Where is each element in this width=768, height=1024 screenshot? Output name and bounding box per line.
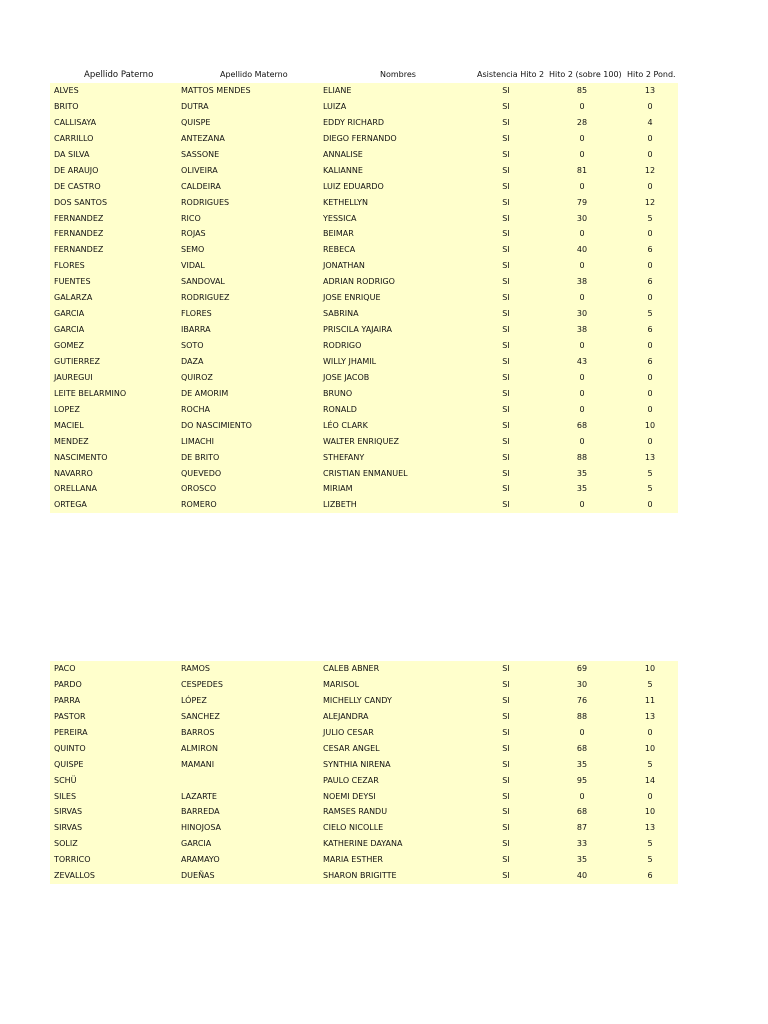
nombres-cell: MARIA ESTHER bbox=[323, 855, 383, 865]
apellido-materno-cell: ROCHA bbox=[181, 404, 210, 414]
apellido-paterno-cell: ORTEGA bbox=[54, 500, 87, 510]
asistencia-cell: SI bbox=[502, 277, 510, 287]
nombres-cell: LUIZA bbox=[323, 101, 347, 111]
table-block-2 bbox=[50, 661, 678, 884]
table-row bbox=[50, 195, 678, 211]
apellido-paterno-cell: BRITO bbox=[54, 101, 79, 111]
hito2-score-cell: 0 bbox=[579, 133, 585, 143]
apellido-paterno-cell: CALLISAYA bbox=[54, 117, 97, 127]
apellido-materno-cell: IBARRA bbox=[181, 325, 211, 335]
table-row bbox=[50, 481, 678, 497]
table-row bbox=[50, 306, 678, 322]
hito2-pond-cell: 0 bbox=[647, 341, 653, 350]
apellido-paterno-cell: FERNANDEZ bbox=[54, 213, 104, 223]
hito2-score-cell: 0 bbox=[579, 341, 585, 350]
table-row bbox=[50, 466, 678, 482]
table-row bbox=[50, 131, 678, 147]
apellido-materno-cell: ROJAS bbox=[181, 229, 206, 239]
hito2-score-cell: 35 bbox=[576, 759, 588, 769]
nombres-cell: EDDY RICHARD bbox=[323, 117, 385, 127]
header-asistencia: Asistencia Hito 2 bbox=[477, 70, 545, 79]
nombres-cell: RAMSES RANDU bbox=[323, 807, 388, 817]
hito2-score-cell: 88 bbox=[576, 452, 588, 462]
table-row bbox=[50, 804, 678, 820]
apellido-paterno-cell: FERNANDEZ bbox=[54, 245, 104, 255]
apellido-paterno-cell: LOPEZ bbox=[54, 404, 80, 414]
apellido-materno-cell: ARAMAYO bbox=[181, 855, 220, 865]
asistencia-cell: SI bbox=[502, 356, 510, 366]
table-row bbox=[50, 274, 678, 290]
table-row bbox=[50, 402, 678, 418]
hito2-pond-cell: 0 bbox=[647, 388, 653, 398]
asistencia-cell: SI bbox=[502, 261, 510, 271]
apellido-materno-cell: RODRIGUEZ bbox=[181, 293, 230, 303]
asistencia-cell: SI bbox=[502, 181, 510, 191]
nombres-cell: SABRINA bbox=[323, 309, 359, 319]
asistencia-cell: SI bbox=[502, 664, 510, 673]
hito2-score-cell: 35 bbox=[576, 484, 588, 494]
apellido-materno-cell: LIMACHI bbox=[181, 436, 215, 446]
nombres-cell: CALEB ABNER bbox=[323, 664, 380, 673]
hito2-pond-cell: 11 bbox=[644, 695, 656, 705]
table-row bbox=[50, 242, 678, 258]
hito2-score-cell: 0 bbox=[579, 101, 585, 111]
apellido-paterno-cell: TORRICO bbox=[54, 855, 91, 865]
hito2-score-cell: 38 bbox=[576, 325, 588, 335]
hito2-score-cell: 0 bbox=[579, 791, 585, 801]
hito2-pond-cell: 0 bbox=[647, 133, 653, 143]
nombres-cell: JOSE JACOB bbox=[323, 372, 370, 382]
apellido-materno-cell: LAZARTE bbox=[181, 791, 217, 801]
apellido-materno-cell: DE BRITO bbox=[181, 452, 220, 462]
table-row bbox=[50, 741, 678, 757]
asistencia-cell: SI bbox=[502, 309, 510, 319]
hito2-score-cell: 0 bbox=[579, 727, 585, 737]
table-row bbox=[50, 677, 678, 693]
table-row bbox=[50, 370, 678, 386]
hito2-pond-cell: 0 bbox=[647, 181, 653, 191]
nombres-cell: MIRIAM bbox=[323, 484, 353, 494]
apellido-materno-cell: SANDOVAL bbox=[181, 277, 225, 287]
hito2-score-cell: 33 bbox=[576, 839, 588, 849]
hito2-score-cell: 40 bbox=[576, 871, 588, 881]
hito2-pond-cell: 0 bbox=[647, 791, 653, 801]
asistencia-cell: SI bbox=[502, 245, 510, 255]
apellido-paterno-cell: PARRA bbox=[54, 695, 81, 705]
nombres-cell: KATHERINE DAYANA bbox=[323, 839, 403, 849]
hito2-score-cell: 28 bbox=[576, 117, 588, 127]
hito2-score-cell: 0 bbox=[579, 388, 585, 398]
apellido-paterno-cell: QUINTO bbox=[54, 743, 86, 753]
apellido-paterno-cell: SIRVAS bbox=[54, 807, 83, 817]
asistencia-cell: SI bbox=[502, 839, 510, 849]
apellido-paterno-cell: FUENTES bbox=[54, 277, 91, 287]
nombres-cell: BEIMAR bbox=[323, 229, 354, 239]
hito2-score-cell: 0 bbox=[579, 293, 585, 303]
hito2-score-cell: 88 bbox=[576, 711, 588, 721]
apellido-paterno-cell: GARCIA bbox=[54, 309, 85, 319]
nombres-cell: MICHELLY CANDY bbox=[323, 695, 392, 705]
hito2-pond-cell: 0 bbox=[647, 229, 653, 239]
hito2-pond-cell: 0 bbox=[647, 404, 653, 414]
apellido-paterno-cell: ORELLANA bbox=[54, 484, 97, 494]
asistencia-cell: SI bbox=[502, 468, 510, 478]
nombres-cell: LÉO CLARK bbox=[323, 420, 368, 430]
hito2-pond-cell: 13 bbox=[644, 711, 656, 721]
asistencia-cell: SI bbox=[502, 823, 510, 833]
hito2-score-cell: 0 bbox=[579, 372, 585, 382]
asistencia-cell: SI bbox=[502, 807, 510, 817]
asistencia-cell: SI bbox=[502, 86, 510, 95]
hito2-pond-cell: 10 bbox=[644, 807, 656, 817]
hito2-score-cell: 81 bbox=[576, 165, 588, 175]
hito2-pond-cell: 0 bbox=[647, 149, 653, 159]
asistencia-cell: SI bbox=[502, 759, 510, 769]
hito2-pond-cell: 5 bbox=[647, 213, 653, 223]
apellido-paterno-cell: PEREIRA bbox=[54, 727, 88, 737]
apellido-materno-cell: DO NASCIMIENTO bbox=[181, 420, 252, 430]
apellido-materno-cell: VIDAL bbox=[181, 261, 205, 271]
hito2-pond-cell: 10 bbox=[644, 743, 656, 753]
apellido-materno-cell: QUEVEDO bbox=[181, 468, 222, 478]
hito2-score-cell: 30 bbox=[576, 309, 588, 319]
hito2-score-cell: 38 bbox=[576, 277, 588, 287]
hito2-score-cell: 0 bbox=[579, 436, 585, 446]
hito2-pond-cell: 5 bbox=[647, 484, 653, 494]
apellido-paterno-cell: FLORES bbox=[54, 261, 85, 271]
apellido-materno-cell: QUIROZ bbox=[181, 372, 213, 382]
hito2-pond-cell: 5 bbox=[647, 855, 653, 865]
apellido-paterno-cell: CARRILLO bbox=[54, 133, 94, 143]
nombres-cell: PRISCILA YAJAIRA bbox=[323, 325, 392, 335]
asistencia-cell: SI bbox=[502, 117, 510, 127]
apellido-materno-cell: MATTOS MENDES bbox=[181, 86, 251, 95]
asistencia-cell: SI bbox=[502, 727, 510, 737]
nombres-cell: REBECA bbox=[323, 245, 356, 255]
apellido-paterno-cell: SIRVAS bbox=[54, 823, 83, 833]
hito2-pond-cell: 6 bbox=[647, 356, 653, 366]
nombres-cell: ALEJANDRA bbox=[323, 711, 369, 721]
asistencia-cell: SI bbox=[502, 420, 510, 430]
hito2-pond-cell: 6 bbox=[647, 277, 653, 287]
nombres-cell: RONALD bbox=[323, 404, 357, 414]
table-row bbox=[50, 757, 678, 773]
nombres-cell: KETHELLYN bbox=[323, 197, 368, 207]
apellido-materno-cell: SASSONE bbox=[181, 149, 220, 159]
hito2-score-cell: 68 bbox=[576, 743, 588, 753]
apellido-materno-cell: HINOJOSA bbox=[181, 823, 222, 833]
apellido-materno-cell: RICO bbox=[181, 213, 201, 223]
apellido-materno-cell: SANCHEZ bbox=[181, 711, 220, 721]
nombres-cell: SYNTHIA NIRENA bbox=[323, 759, 391, 769]
header-apellido-paterno: Apellido Paterno bbox=[84, 70, 154, 80]
apellido-materno-cell: BARREDA bbox=[181, 807, 220, 817]
nombres-cell: KALIANNE bbox=[323, 165, 363, 175]
apellido-paterno-cell: SCHÜ bbox=[54, 775, 77, 785]
asistencia-cell: SI bbox=[502, 871, 510, 881]
hito2-score-cell: 35 bbox=[576, 468, 588, 478]
nombres-cell: NOEMI DEYSI bbox=[323, 791, 376, 801]
nombres-cell: JULIO CESAR bbox=[323, 727, 374, 737]
apellido-materno-cell: MAMANI bbox=[181, 759, 215, 769]
asistencia-cell: SI bbox=[502, 855, 510, 865]
apellido-paterno-cell: GUTIERREZ bbox=[54, 356, 101, 366]
hito2-pond-cell: 0 bbox=[647, 101, 653, 111]
nombres-cell: LUIZ EDUARDO bbox=[323, 181, 384, 191]
table-row bbox=[50, 115, 678, 131]
hito2-pond-cell: 13 bbox=[644, 823, 656, 833]
apellido-materno-cell: ALMIRON bbox=[181, 743, 219, 753]
apellido-paterno-cell: DA SILVA bbox=[54, 149, 90, 159]
apellido-materno-cell: LÓPEZ bbox=[181, 695, 207, 705]
asistencia-cell: SI bbox=[502, 404, 510, 414]
hito2-pond-cell: 13 bbox=[644, 86, 656, 95]
hito2-pond-cell: 0 bbox=[647, 500, 653, 510]
table-block-1 bbox=[50, 83, 678, 513]
nombres-cell: RODRIGO bbox=[323, 341, 362, 350]
table-row bbox=[50, 386, 678, 402]
table-row bbox=[50, 226, 678, 242]
hito2-score-cell: 0 bbox=[579, 149, 585, 159]
apellido-paterno-cell: ALVES bbox=[54, 86, 79, 95]
table-header bbox=[50, 67, 678, 83]
nombres-cell: CRISTIAN ENMANUEL bbox=[323, 468, 408, 478]
hito2-score-cell: 68 bbox=[576, 807, 588, 817]
table-row bbox=[50, 338, 678, 354]
asistencia-cell: SI bbox=[502, 133, 510, 143]
asistencia-cell: SI bbox=[502, 372, 510, 382]
hito2-pond-cell: 0 bbox=[647, 436, 653, 446]
nombres-cell: BRUNO bbox=[323, 388, 353, 398]
nombres-cell: JOSE ENRIQUE bbox=[323, 293, 381, 303]
nombres-cell: SHARON BRIGITTE bbox=[323, 871, 397, 881]
nombres-cell: WILLY JHAMIL bbox=[323, 356, 377, 366]
apellido-paterno-cell: PARDO bbox=[54, 679, 82, 689]
apellido-paterno-cell: SILES bbox=[54, 791, 77, 801]
nombres-cell: DIEGO FERNANDO bbox=[323, 133, 397, 143]
hito2-pond-cell: 6 bbox=[647, 871, 653, 881]
hito2-pond-cell: 6 bbox=[647, 325, 653, 335]
apellido-materno-cell: OROSCO bbox=[181, 484, 217, 494]
hito2-pond-cell: 12 bbox=[644, 197, 656, 207]
table-row bbox=[50, 290, 678, 306]
apellido-paterno-cell: PACO bbox=[54, 664, 76, 673]
asistencia-cell: SI bbox=[502, 775, 510, 785]
apellido-materno-cell: DAZA bbox=[181, 356, 204, 366]
table-row bbox=[50, 836, 678, 852]
header-hito2-pond: Hito 2 Pond. bbox=[627, 70, 676, 79]
hito2-pond-cell: 4 bbox=[647, 117, 653, 127]
apellido-materno-cell: BARROS bbox=[181, 727, 215, 737]
hito2-score-cell: 30 bbox=[576, 679, 588, 689]
nombres-cell: JONATHAN bbox=[323, 261, 365, 271]
table-row bbox=[50, 450, 678, 466]
hito2-score-cell: 85 bbox=[576, 86, 588, 95]
hito2-score-cell: 69 bbox=[576, 664, 588, 673]
table-row bbox=[50, 83, 678, 99]
apellido-paterno-cell: DE ARAUJO bbox=[54, 165, 99, 175]
hito2-pond-cell: 14 bbox=[644, 775, 656, 785]
hito2-pond-cell: 10 bbox=[644, 420, 656, 430]
table-row bbox=[50, 773, 678, 789]
hito2-score-cell: 95 bbox=[576, 775, 588, 785]
asistencia-cell: SI bbox=[502, 149, 510, 159]
hito2-score-cell: 79 bbox=[576, 197, 588, 207]
table-row bbox=[50, 661, 678, 677]
table-row bbox=[50, 725, 678, 741]
hito2-pond-cell: 0 bbox=[647, 727, 653, 737]
table-row bbox=[50, 868, 678, 884]
apellido-materno-cell: GARCIA bbox=[181, 839, 212, 849]
hito2-pond-cell: 0 bbox=[647, 261, 653, 271]
asistencia-cell: SI bbox=[502, 325, 510, 335]
hito2-pond-cell: 0 bbox=[647, 293, 653, 303]
apellido-materno-cell: DE AMORIM bbox=[181, 388, 229, 398]
hito2-pond-cell: 5 bbox=[647, 839, 653, 849]
nombres-cell: ELIANE bbox=[323, 86, 352, 95]
table-row bbox=[50, 147, 678, 163]
hito2-score-cell: 87 bbox=[576, 823, 588, 833]
hito2-score-cell: 30 bbox=[576, 213, 588, 223]
apellido-paterno-cell: MACIEL bbox=[54, 420, 84, 430]
table-row bbox=[50, 354, 678, 370]
table-row bbox=[50, 211, 678, 227]
asistencia-cell: SI bbox=[502, 293, 510, 303]
asistencia-cell: SI bbox=[502, 695, 510, 705]
hito2-pond-cell: 5 bbox=[647, 759, 653, 769]
apellido-materno-cell: CALDEIRA bbox=[181, 181, 221, 191]
apellido-materno-cell: DUTRA bbox=[181, 101, 209, 111]
apellido-paterno-cell: QUISPE bbox=[54, 759, 84, 769]
nombres-cell: CIELO NICOLLE bbox=[323, 823, 384, 833]
table-row bbox=[50, 693, 678, 709]
hito2-score-cell: 0 bbox=[579, 229, 585, 239]
apellido-paterno-cell: NASCIMENTO bbox=[54, 452, 108, 462]
apellido-paterno-cell: LEITE BELARMINO bbox=[54, 388, 127, 398]
table-row bbox=[50, 852, 678, 868]
table-row bbox=[50, 820, 678, 836]
table-row bbox=[50, 418, 678, 434]
hito2-pond-cell: 10 bbox=[644, 664, 656, 673]
hito2-pond-cell: 5 bbox=[647, 468, 653, 478]
apellido-paterno-cell: GOMEZ bbox=[54, 341, 84, 350]
apellido-paterno-cell: JAUREGUI bbox=[54, 372, 93, 382]
asistencia-cell: SI bbox=[502, 229, 510, 239]
asistencia-cell: SI bbox=[502, 213, 510, 223]
asistencia-cell: SI bbox=[502, 500, 510, 510]
hito2-score-cell: 0 bbox=[579, 181, 585, 191]
apellido-materno-cell: OLIVEIRA bbox=[181, 165, 218, 175]
nombres-cell: CESAR ANGEL bbox=[323, 743, 380, 753]
nombres-cell: ANNALISE bbox=[323, 149, 363, 159]
hito2-score-cell: 0 bbox=[579, 404, 585, 414]
hito2-score-cell: 35 bbox=[576, 855, 588, 865]
apellido-materno-cell: FLORES bbox=[181, 309, 212, 319]
apellido-paterno-cell: SOLIZ bbox=[54, 839, 78, 849]
apellido-paterno-cell: PASTOR bbox=[54, 711, 86, 721]
apellido-paterno-cell: NAVARRO bbox=[54, 468, 93, 478]
nombres-cell: STHEFANY bbox=[323, 452, 365, 462]
asistencia-cell: SI bbox=[502, 388, 510, 398]
table-row bbox=[50, 179, 678, 195]
apellido-materno-cell: RODRIGUES bbox=[181, 197, 230, 207]
hito2-pond-cell: 5 bbox=[647, 679, 653, 689]
nombres-cell: ADRIAN RODRIGO bbox=[323, 277, 395, 287]
asistencia-cell: SI bbox=[502, 436, 510, 446]
asistencia-cell: SI bbox=[502, 165, 510, 175]
hito2-pond-cell: 5 bbox=[647, 309, 653, 319]
header-nombres: Nombres bbox=[380, 70, 416, 79]
asistencia-cell: SI bbox=[502, 711, 510, 721]
apellido-materno-cell: SEMO bbox=[181, 245, 205, 255]
hito2-score-cell: 0 bbox=[579, 500, 585, 510]
hito2-pond-cell: 0 bbox=[647, 372, 653, 382]
apellido-paterno-cell: DOS SANTOS bbox=[54, 197, 108, 207]
hito2-score-cell: 68 bbox=[576, 420, 588, 430]
apellido-materno-cell: DUEÑAS bbox=[181, 871, 215, 881]
nombres-cell: LIZBETH bbox=[323, 500, 357, 510]
apellido-paterno-cell: MENDEZ bbox=[54, 436, 89, 446]
asistencia-cell: SI bbox=[502, 791, 510, 801]
hito2-pond-cell: 13 bbox=[644, 452, 656, 462]
apellido-materno-cell: RAMOS bbox=[181, 664, 210, 673]
asistencia-cell: SI bbox=[502, 743, 510, 753]
asistencia-cell: SI bbox=[502, 197, 510, 207]
asistencia-cell: SI bbox=[502, 341, 510, 350]
apellido-paterno-cell: GALARZA bbox=[54, 293, 93, 303]
hito2-pond-cell: 6 bbox=[647, 245, 653, 255]
nombres-cell: PAULO CEZAR bbox=[323, 775, 379, 785]
table-row bbox=[50, 434, 678, 450]
nombres-cell: YESSICA bbox=[323, 213, 357, 223]
hito2-score-cell: 0 bbox=[579, 261, 585, 271]
apellido-materno-cell: QUISPE bbox=[181, 117, 211, 127]
apellido-materno-cell: CESPEDES bbox=[181, 679, 223, 689]
table-row bbox=[50, 789, 678, 805]
table-row bbox=[50, 322, 678, 338]
apellido-materno-cell: ROMERO bbox=[181, 500, 217, 510]
apellido-materno-cell: ANTEZANA bbox=[181, 133, 225, 143]
asistencia-cell: SI bbox=[502, 452, 510, 462]
table-row bbox=[50, 99, 678, 115]
apellido-materno-cell: SOTO bbox=[181, 341, 204, 350]
apellido-paterno-cell: GARCIA bbox=[54, 325, 85, 335]
apellido-paterno-cell: ZEVALLOS bbox=[54, 871, 95, 881]
asistencia-cell: SI bbox=[502, 101, 510, 111]
table-row bbox=[50, 497, 678, 513]
table-row bbox=[50, 709, 678, 725]
nombres-cell: WALTER ENRIQUEZ bbox=[323, 436, 399, 446]
apellido-paterno-cell: FERNANDEZ bbox=[54, 229, 104, 239]
hito2-score-cell: 40 bbox=[576, 245, 588, 255]
asistencia-cell: SI bbox=[502, 484, 510, 494]
table-row bbox=[50, 163, 678, 179]
nombres-cell: MARISOL bbox=[323, 679, 360, 689]
apellido-paterno-cell: DE CASTRO bbox=[54, 181, 101, 191]
hito2-pond-cell: 12 bbox=[644, 165, 656, 175]
header-hito2-score: Hito 2 (sobre 100) bbox=[549, 70, 622, 79]
asistencia-cell: SI bbox=[502, 679, 510, 689]
hito2-score-cell: 43 bbox=[576, 356, 588, 366]
header-apellido-materno: Apellido Materno bbox=[220, 70, 288, 79]
hito2-score-cell: 76 bbox=[576, 695, 588, 705]
table-row bbox=[50, 258, 678, 274]
